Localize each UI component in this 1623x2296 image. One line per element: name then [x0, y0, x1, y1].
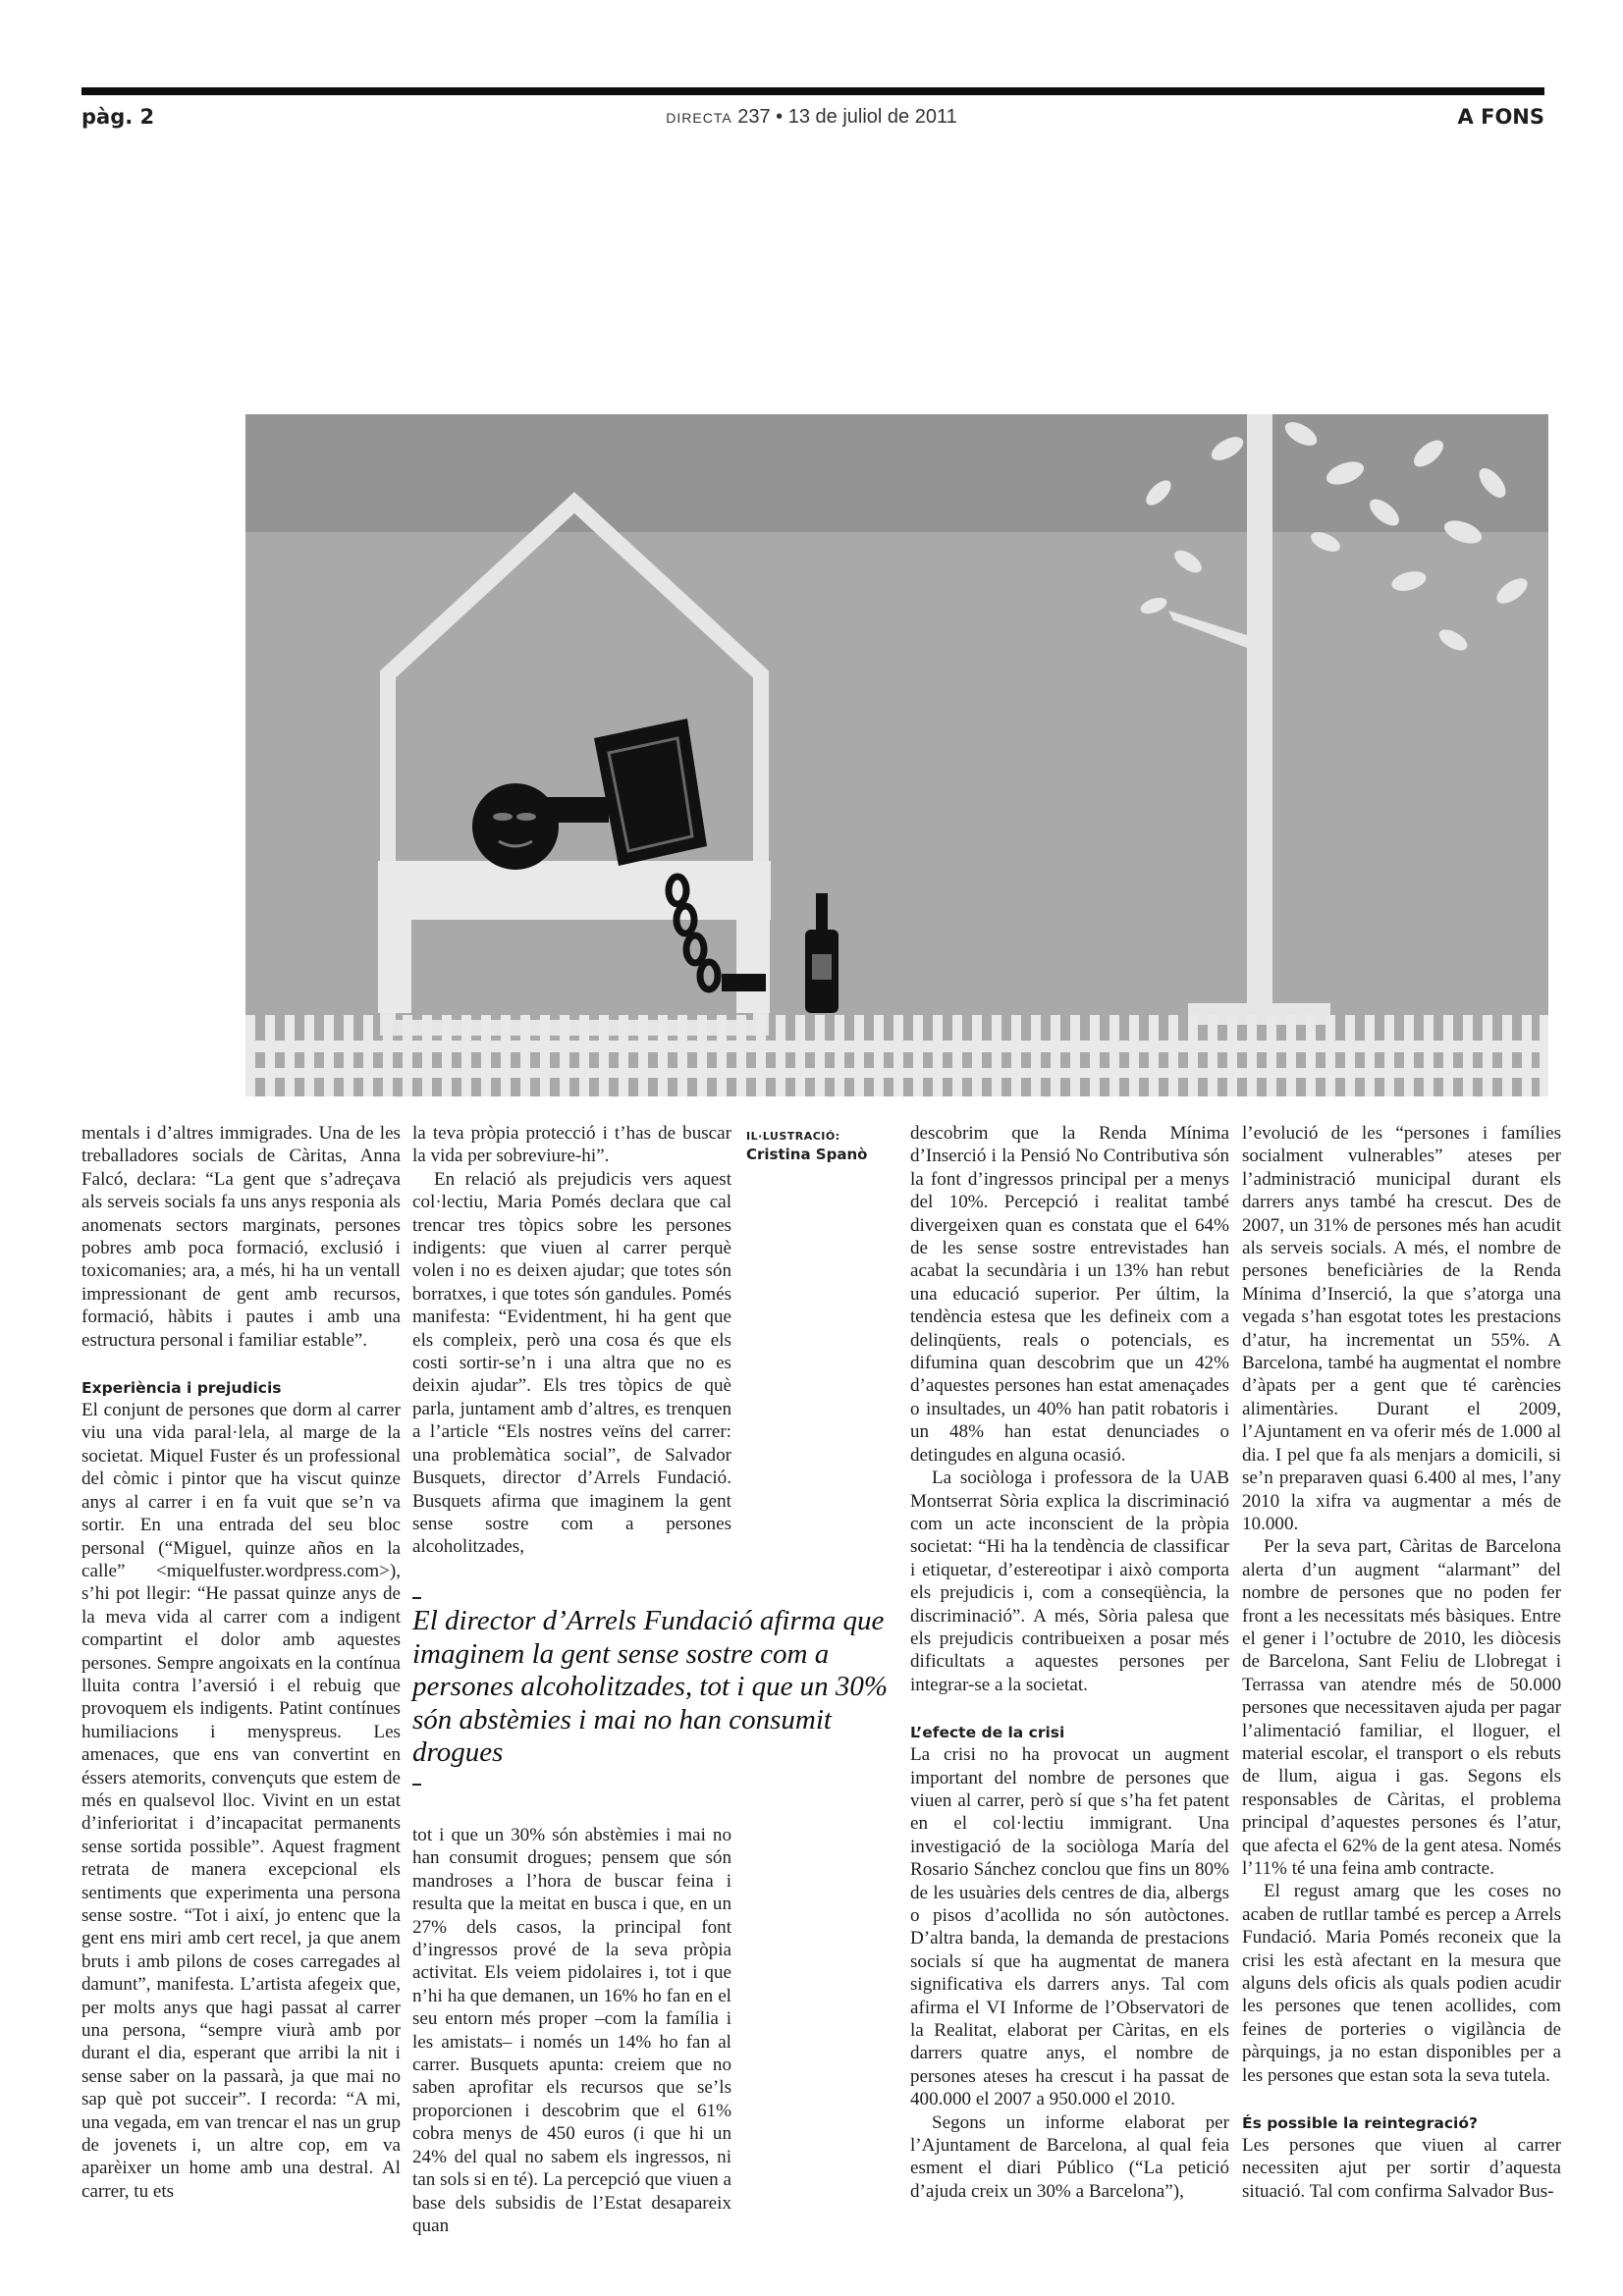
- article-column-2-top: [412, 1122, 731, 1559]
- pull-quote-text: El director d’Arrels Fundació afirma que imaginem la gent sense sostre com a persones alcoholitzades, tot i que un 30% són abstèmies i mai no han consumit drogues: [412, 1605, 889, 1768]
- article-column-1: [81, 1122, 401, 2203]
- article-column-2-bottom: [412, 1824, 731, 2237]
- paragraph: La sociòloga i professora de la UAB Montserrat Sòria explica la discriminació com un acte inconscient de la pròpia societat: “Hi ha la tendència de classificar i etiquetar, d’estereotipar i això comporta els prejudicis i, com a conseqüència, la discriminació”. A més, Sòria palesa que els prejudicis contribueixen a posar més dificultats a aquestes persones per integrar-se a la societat.: [910, 1468, 1229, 1695]
- paragraph: mentals i d’altres immigrades. Una de les treballadores socials de Càritas, Anna Falcó, declara: “La gent que s’adreçava als serveis socials fa uns anys responia als anomenats sectors marginats, persones pobres amb poca formació, exclusió i toxicomanies; ara, a més, hi ha un ventall impressionant de gent amb recursos, formació, hàbits i pautes i amb una estructura personal i familiar estable”.: [81, 1123, 401, 1351]
- article-column-3: [910, 1122, 1229, 2203]
- paragraph: Per la seva part, Càritas de Barcelona alerta d’un augment “alarmant” del nombre de persones que no poden fer front a les necessitats més bàsiques. Entre el gener i l’octubre de 2010, les diòcesis de Barcelona, Sant Feliu de Llobregat i Terrassa van atendre més de 50.000 persones que necessitaven ajuda per pagar l’alimentació familiar, el lloguer, el material escolar, el transport o els rebuts de llum, aigua i gas. Segons els responsables de Càritas, el problema principal d’aquestes persones és l’atur, que afecta el 62% de la gent atesa. Només l’11% té una feina amb contracte.: [1242, 1536, 1561, 1879]
- publication-name: DIRECTA: [666, 110, 732, 126]
- issue-info: [0, 104, 1623, 131]
- subheading-crisis: L’efecte de la crisi: [910, 1724, 1065, 1742]
- paragraph: Les persones que viuen al carrer necessiten ajut per sortir d’aquesta situació. Tal com confirma Salvador Bus-: [1242, 2135, 1561, 2202]
- page-number: pàg. 2: [81, 105, 155, 129]
- paragraph: Segons un informe elaborat per l’Ajuntament de Barcelona, al qual feia esment el diari Público (“La petició d’ajuda creix un 30% a Barcelona”),: [910, 2111, 1229, 2202]
- section-label: A FONS: [1457, 105, 1544, 129]
- subheading-prejudices: Experiència i prejudicis: [81, 1379, 282, 1398]
- illustration: [245, 414, 1548, 1096]
- paragraph: El conjunt de persones que dorm al carrer viu una vida paral·lela, al marge de la societat. Miquel Fuster és un professional del còmic i pintor que ha viscut quinze anys al carrer i en fa vuit que se’n va sortir. En una entrada del seu bloc personal (“Miguel, quinze años en la calle” <miquelfuster.wordpress.com>), s’hi pot llegir: “He passat quinze anys de la meva vida al carrer com a indigent compartint el dolor amb aquestes persones. Sempre angoixats en la contínua lluita contra l’aversió i el rebuig que provoquem els indigents. Patint contínues humiliacions i menyspreus. Les amenaces, que ens van convertint en éssers atemorits, convençuts que estem de més en qualsevol lloc. Vivint en un estat d’inferioritat i d’incapacitat permanents sense sortida possible”. Aquest fragment retrata de manera excepcional els sentiments que experimenta una persona sense sostre. “Tot i així, jo entenc que la gent ens miri amb cert recel, ja que anem bruts i amb pilons de coses carregades al damunt”, manifesta. L’artista afegeix que, per molts anys que hagi passat al carrer una persona, “sempre viurà amb por durant el dia, esperant que arribi la nit i sense saber on la passarà, ja que mai no sap què pot succeir”. I recorda: “A mi, una vegada, em van trencar el nas un grup de jovenets i, un altre cop, em va aparèixer un home amb una destral. Al carrer, tu ets: [81, 1400, 401, 2202]
- paragraph: l’evolució de les “persones i famílies socialment vulnerables” ateses per l’administració municipal durant els darrers anys també ha crescut. Des de 2007, un 31% de persones més han acudit als serveis socials. A més, el nombre de persones beneficiàries de la Renda Mínima d’Inserció, la que s’atorga una vegada s’han esgotat totes les prestacions d’atur, ha incrementat un 55%. A Barcelona, també ha augmentat el nombre d’àpats per a gent que té carències alimentàries. Durant el 2009, l’Ajuntament en va oferir més de 1.000 al dia. I pel que fa als menjars a domicili, si se’n preparaven quasi 6.400 al mes, l’any 2010 la xifra va augmentar a més de 10.000.: [1242, 1123, 1561, 1534]
- pull-quote-rule-bottom: [412, 1784, 421, 1786]
- paragraph: En relació als prejudicis vers aquest col·lectiu, Maria Pomés declara que cal trencar tres tòpics sobre les persones indigents: que viuen al carrer perquè volen i no es deixen ajudar; que totes són borratxes, i que totes són gandules. Pomés manifesta: “Evidentment, hi ha gent que els compleix, però una cosa és que els costi sortir-se’n i una altra que no es deixin ajudar”. Els tres tòpics de què parla, juntament amb d’altres, es trenquen a l’article “Els nostres veïns del carrer: una problemàtica social”, de Salvador Busquets, director d’Arrels Fundació. Busquets afirma que imaginem la gent sense sostre com a persones alcoholitzades,: [412, 1168, 731, 1558]
- illustration-credit: [746, 1129, 867, 1164]
- paragraph: descobrim que la Renda Mínima d’Inserció i la Pensió No Contributiva són la font d’ingressos principal per a menys del 10%. Percepció i realitat també divergeixen quan es constata que el 64% de les sense sostre entrevistades han acabat la secundària i un 13% han rebut una educació superior. Per últim, la tendència estesa que les defineix com a delinqüents, reals o potencials, es difumina quan descobrim que un 42% d’aquestes persones han estat amenaçades o insultades, un 40% han patit robatoris i un 48% han estat denunciades o detingudes en alguna ocasió.: [910, 1123, 1229, 1466]
- paragraph: tot i que un 30% són abstèmies i mai no han consumit drogues; pensem que són mandroses a l’hora de buscar feina i resulta que la meitat en busca i que, en un 27% dels casos, la principal font d’ingressos prové de la seva pròpia activitat. Els veiem pidolaires i, tot i que n’hi ha que demanen, un 16% ho fan en el seu entorn més proper –com la família i les amistats– i només un 14% ho fan al carrer. Busquets apunta: creiem que no saben aprofitar els recursos que se’ls proporcionen i descobrim que el 61% cobra menys de 450 euros (i que hi un 24% del qual no sabem els ingressos, ni tan sols si en té). La percepció que viuen a base dels subsidis de l’Estat desapareix quan: [412, 1825, 731, 2236]
- header-rule: [81, 87, 1544, 95]
- subheading-reintegration: És possible la reintegració?: [1242, 2114, 1478, 2133]
- paragraph: La crisi no ha provocat un augment important del nombre de persones que viuen al carrer, però sí que s’ha fet patent en el col·lectiu immigrant. Una investigació de la sociòloga María del Rosario Sánchez conclou que fins un 80% de les usuàries dels centres de dia, albergs o pisos d’acollida no són autòctones. D’altra banda, la demanda de prestacions socials sí que ha augmentat de manera significativa els darrers anys. Tal com afirma el VI Informe de l’Observatori de la Realitat, elaborat per Càritas, en els darrers quatre anys, el nombre de persones ateses ha crescut i ha passat de 400.000 el 2007 a 950.000 el 2010.: [910, 1744, 1229, 2110]
- credit-name: Cristina Spanò: [746, 1146, 868, 1163]
- article-column-4: [1242, 1122, 1561, 2203]
- pull-quote: [412, 1595, 893, 1791]
- pull-quote-rule-top: [412, 1597, 421, 1599]
- paragraph: El regust amarg que les coses no acaben de rutllar també es percep a Arrels Fundació. Maria Pomés reconeix que la crisi les està afectant en la mesura que alguns dels oficis als quals podien acudir les persones que tenen acollides, com feines de porteries o vigilància de pàrquings, ja no estan disponibles per a les persones que estan sota la seva tutela.: [1242, 1881, 1561, 2086]
- credit-label: IL·LUSTRACIÓ:: [746, 1130, 840, 1143]
- paragraph: la teva pròpia protecció i t’has de buscar la vida per sobreviure-hi”.: [412, 1123, 731, 1167]
- issue-date: 237 • 13 de juliol de 2011: [737, 106, 957, 128]
